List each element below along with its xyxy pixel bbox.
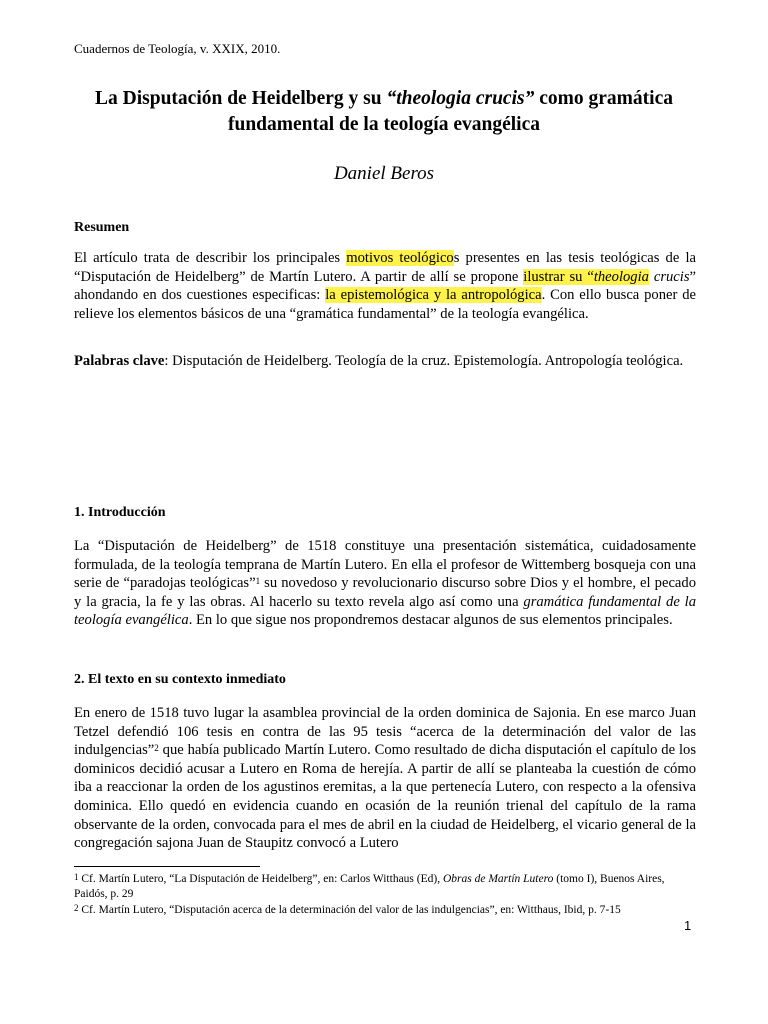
footnote-number: 1 [74,872,79,882]
keywords-label: Palabras clave [74,353,165,369]
abstract-text: s presentes en las tesis teológicas de la “Disputación de Heidelberg” de Martín Lutero. A partir de allí se propone [74,250,696,285]
body-text: su novedoso y revolucionario discurso sobre Dios y el hombre, el pecado y la gracia, la fe y las obras. Al hacerlo su texto revela algo así como una [74,575,696,610]
footnote-italic: Obras de Martín Lutero [442,873,554,885]
title-italic: “theologia crucis” [386,88,535,109]
author-name: Daniel Beros [333,163,435,184]
footnote-text: (tomo I), Buenos Aires, Paidós, p. 29 [74,873,665,900]
footnote-text: Cf. Martín Lutero, “Disputación acerca de la determinación del valor de las indulgencias”, en: Witthaus, Ibid, p. 7-15 [78,904,621,916]
section-paragraph [74,537,696,630]
page-number: 1 [684,918,692,933]
body-italic: gramática fundamental de la teología evangélica [74,593,697,629]
article-title [60,86,708,138]
footnote-text: Cf. Martín Lutero, “La Disputación de Heidelberg”, en: Carlos Witthaus (Ed), [78,873,443,885]
keywords-paragraph [74,352,696,371]
footnote [74,903,696,918]
footnote [74,872,696,902]
footnote-ref[interactable]: 1 [255,576,261,587]
footnote-number: 2 [74,903,79,913]
highlight-italic: theologia [593,268,649,285]
title-text: La Disputación de Heidelberg y su [95,88,387,109]
section-heading: 1. Introducción [74,505,166,520]
keywords-text: : Disputación de Heidelberg. Teología de la cruz. Epistemología. Antropología teológica. [164,353,684,369]
section-paragraph [74,704,696,853]
footnote-ref[interactable]: 2 [154,743,159,754]
abstract-text: El artículo trata de describir los principales [74,250,347,266]
highlight: la epistemológica y la antropológica [325,287,542,304]
highlight-text: ilustrar su “ [523,268,594,285]
body-text: La “Disputación de Heidelberg” de 1518 constituye una presentación sistemática, cuidadosamente formulada, de la teología temprana de Martín Lutero. En ella el profesor de Wittemberg bosqueja con una serie de “paradojas teológicas” [74,538,696,592]
journal-citation: Cuadernos de Teología, v. XXIX, 2010. [74,41,281,56]
body-text: . En lo que sigue nos propondremos destacar algunos de sus elementos principales. [188,612,673,629]
highlight [523,269,649,285]
title-text-end: como gramática fundamental de la teología evangélica [228,88,673,135]
abstract-text: . Con ello busca poner de relieve los elementos básicos de una “gramática fundamental” de la teología evangélica. [74,287,696,322]
body-text: En enero de 1518 tuvo lugar la asamblea provincial de la orden dominica de Sajonia. En ese marco Juan Tetzel defendió 106 tesis en contra de las 95 tesis “acerca de la determinación del valor de las indulgencias” [74,705,696,759]
footnote-divider [74,866,260,867]
abstract-text: ” ahondando en dos cuestiones especificas: [74,268,696,304]
section-heading: 2. El texto en su contexto inmediato [74,672,286,687]
highlight: motivos teológico [346,250,454,266]
abstract-paragraph [74,249,696,323]
abstract-italic: crucis [653,268,690,285]
body-text: que había publicado Martín Lutero. Como resultado de dicha disputación el capítulo de los dominicos decidió acusar a Lutero en Roma de herejía. A partir de allí se planteaba la cuestión de cómo iba a reaccionar la orden de los agustinos eremitas, a la que pertenecía Lutero, con respecto a la ofensiva dominica. Ello quedó en evidencia cuando en ocasión de la reunión trienal del capítulo de la rama observante de la orden, convocada para el mes de abril en la ciudad de Heidelberg, el vicario general de la congregación sajona Juan de Staupitz convocó a Lutero [74,742,696,852]
resumen-heading: Resumen [74,220,130,235]
